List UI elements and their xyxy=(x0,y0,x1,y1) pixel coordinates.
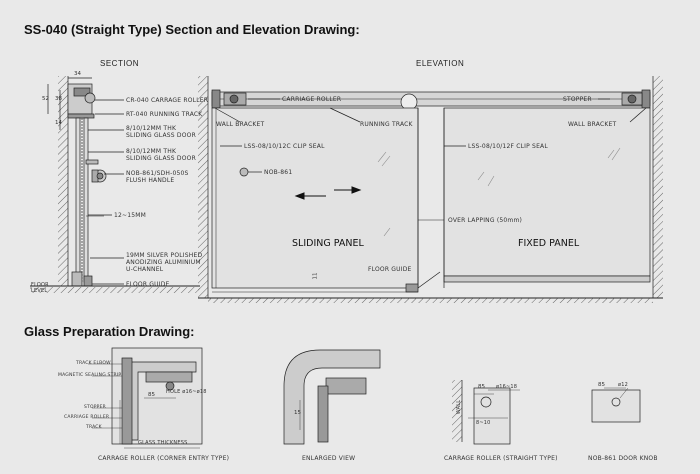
gp-d85c: 85 xyxy=(598,382,605,388)
label-glass-door-2a: 8/10/12MM THK xyxy=(126,148,177,155)
sliding-panel-label: SLIDING PANEL xyxy=(292,238,364,249)
label-floor-a: FLOOR xyxy=(31,282,49,288)
label-channel-a: 19MM SILVER POLISHED xyxy=(126,252,203,259)
label-channel-b: ANODIZING ALUMINIUM xyxy=(126,259,201,266)
elev-clip-seal-left: LSS-08/10/12C CLIP SEAL xyxy=(244,143,325,150)
glass-prep-enlarged xyxy=(284,350,380,444)
dim-52: 52 xyxy=(42,96,49,102)
elev-wall-bracket-right: WALL BRACKET xyxy=(568,121,617,128)
gp-stopper: STOPPER xyxy=(84,405,106,410)
elev-carriage-roller: CARRIAGE ROLLER xyxy=(282,96,342,103)
elev-floor-guide: FLOOR GUIDE xyxy=(368,266,412,273)
gp-hole: HOLE ø16~ø18 xyxy=(166,389,207,395)
label-handle-a: NOB-861/SDH-050S xyxy=(126,170,189,177)
dim-38: 38 xyxy=(55,96,62,102)
label-glass-door-2b: SLIDING GLASS DOOR xyxy=(126,155,196,162)
caption-straight: CARRAGE ROLLER (STRAIGHT TYPE) xyxy=(444,455,558,462)
elev-dim-11: 11 xyxy=(312,272,319,280)
label-floor-guide: FLOOR GUIDE xyxy=(126,281,170,288)
gp-hole-b: ø16~18 xyxy=(496,384,518,390)
label-floor-b: LEVEL xyxy=(31,288,48,294)
elev-knob: NOB-861 xyxy=(264,169,293,176)
gp-hole-c: ø12 xyxy=(618,382,629,388)
elevation-caption: ELEVATION xyxy=(416,59,465,68)
label-gap: 12~15MM xyxy=(114,212,147,219)
fixed-panel-label: FIXED PANEL xyxy=(518,238,580,249)
caption-enlarged: ENLARGED VIEW xyxy=(302,455,356,462)
dim-14: 14 xyxy=(55,120,62,126)
label-handle-b: FLUSH HANDLE xyxy=(126,177,175,184)
label-channel-c: U-CHANNEL xyxy=(126,266,164,273)
elevation-drawing xyxy=(198,76,663,303)
label-carriage-roller: CR-040 CARRAGE ROLLER xyxy=(126,97,209,104)
glass-title: Glass Preparation Drawing: xyxy=(24,324,195,339)
gp-d85b: 85 xyxy=(478,384,485,390)
gp-d15: 15 xyxy=(294,410,301,416)
elev-overlap: OVER LAPPING (50mm) xyxy=(448,217,523,224)
section-caption: SECTION xyxy=(100,59,140,68)
dim-34: 34 xyxy=(74,71,81,77)
gp-d85: 85 xyxy=(148,392,155,398)
elev-wall-bracket-left: WALL BRACKET xyxy=(216,121,265,128)
gp-d8-10: 8~10 xyxy=(476,420,491,426)
label-glass-door-1b: SLIDING GLASS DOOR xyxy=(126,132,196,139)
caption-corner: CARRAGE ROLLER (CORNER ENTRY TYPE) xyxy=(98,455,230,462)
elev-running-track: RUNNING TRACK xyxy=(360,121,413,128)
gp-magnetic-strip: MAGNETIC SEALING STRIP xyxy=(58,373,122,378)
main-title: SS-040 (Straight Type) Section and Elevation Drawing: xyxy=(24,22,360,37)
gp-track-elbow: TRACK ELBOW xyxy=(76,361,111,366)
elev-stopper: STOPPER xyxy=(563,96,592,103)
label-glass-door-1a: 8/10/12MM THK xyxy=(126,125,177,132)
gp-glass-thickness: GLASS THICKNESS xyxy=(138,440,188,446)
elev-clip-seal-right: LSS-08/10/12F CLIP SEAL xyxy=(468,143,548,150)
glass-prep-knob xyxy=(592,388,640,422)
label-running-track: RT-040 RUNNING TRACK xyxy=(126,111,203,118)
gp-wall: WALL xyxy=(456,399,463,415)
gp-carriage-roller: CARRIAGE ROLLER xyxy=(64,415,110,420)
caption-knob: NOB-861 DOOR KNOB xyxy=(588,455,658,462)
gp-track: TRACK xyxy=(86,425,102,430)
